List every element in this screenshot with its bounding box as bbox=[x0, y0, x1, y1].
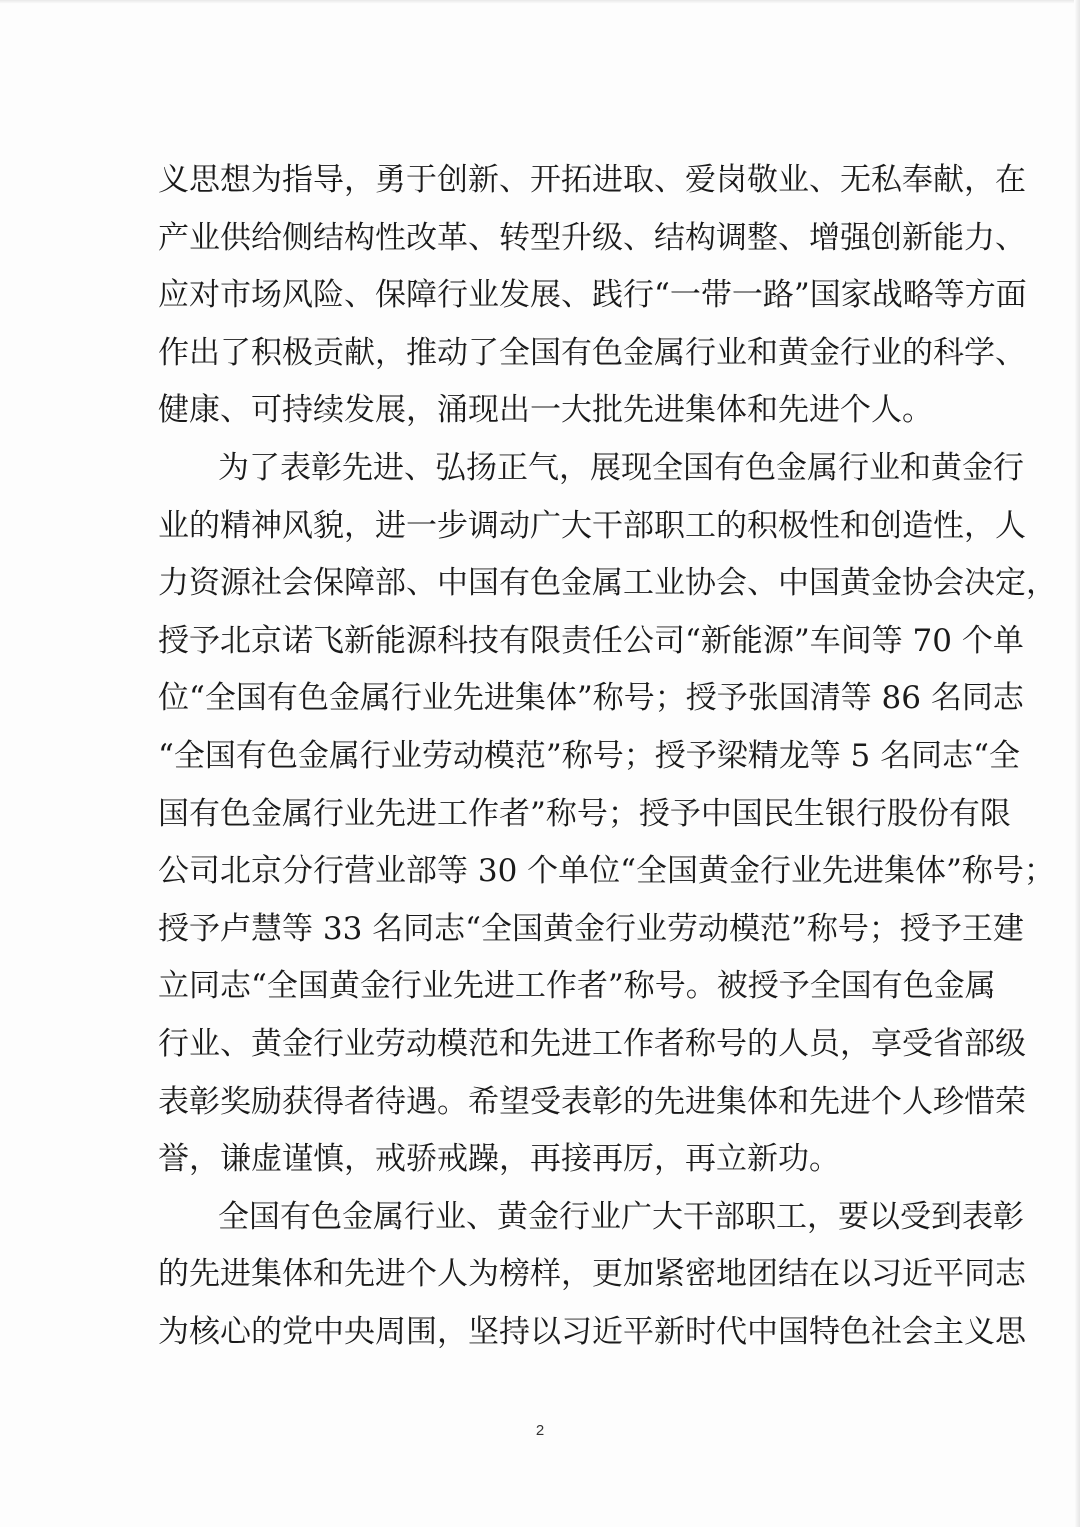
text-line: 为核心的党中央周围，坚持以习近平新时代中国特色社会主义思 bbox=[158, 1313, 1026, 1350]
text-line: 为了表彰先进、弘扬正气，展现全国有色金属行业和黄金行 bbox=[218, 449, 1024, 486]
text-line: 义思想为指导，勇于创新、开拓进取、爱岗敬业、无私奉献，在 bbox=[158, 162, 1026, 198]
text-line: 誉，谦虚谨慎，戒骄戒躁，再接再厉，再立新功。 bbox=[158, 1141, 840, 1178]
text-line: 授予北京诺飞新能源科技有限责任公司“新能源”车间等 70 个单 bbox=[158, 622, 1024, 659]
text-line: 健康、可持续发展，涌现出一大批先进集体和先进个人。 bbox=[158, 392, 933, 429]
scan-top-edge bbox=[0, 0, 1080, 4]
text-line: 业的精神风貌，进一步调动广大干部职工的积极性和创造性，人 bbox=[158, 507, 1026, 544]
text-line: 应对市场风险、保障行业发展、践行“一带一路”国家战略等方面 bbox=[158, 277, 1027, 314]
scan-right-edge bbox=[1074, 0, 1080, 1527]
text-line: 国有色金属行业先进工作者”称号；授予中国民生银行股份有限 bbox=[158, 795, 1011, 832]
text-line: 位“全国有色金属行业先进集体”称号；授予张国清等 86 名同志 bbox=[158, 680, 1024, 717]
text-line: 作出了积极贡献，推动了全国有色金属行业和黄金行业的科学、 bbox=[158, 334, 1026, 371]
text-line: 的先进集体和先进个人为榜样，更加紧密地团结在以习近平同志 bbox=[158, 1256, 1026, 1293]
text-line: 力资源社会保障部、中国有色金属工业协会、中国黄金协会决定， bbox=[158, 565, 1057, 602]
text-line: 产业供给侧结构性改革、转型升级、结构调整、增强创新能力、 bbox=[158, 219, 1026, 256]
text-line: 授予卢慧等 33 名同志“全国黄金行业劳动模范”称号；授予王建 bbox=[158, 910, 1024, 947]
text-line: 行业、黄金行业劳动模范和先进工作者称号的人员，享受省部级 bbox=[158, 1025, 1026, 1062]
text-line: “全国有色金属行业劳动模范”称号；授予梁精龙等 5 名同志“全 bbox=[158, 737, 1020, 774]
text-line: 公司北京分行营业部等 30 个单位“全国黄金行业先进集体”称号； bbox=[158, 853, 1055, 890]
body-text bbox=[158, 152, 1057, 1361]
text-line: 表彰奖励获得者待遇。希望受表彰的先进集体和先进个人珍惜荣 bbox=[158, 1083, 1026, 1120]
page-number: 2 bbox=[535, 1422, 545, 1439]
text-line: 立同志“全国黄金行业先进工作者”称号。被授予全国有色金属 bbox=[158, 968, 996, 1005]
text-line: 全国有色金属行业、黄金行业广大干部职工，要以受到表彰 bbox=[218, 1198, 1024, 1235]
